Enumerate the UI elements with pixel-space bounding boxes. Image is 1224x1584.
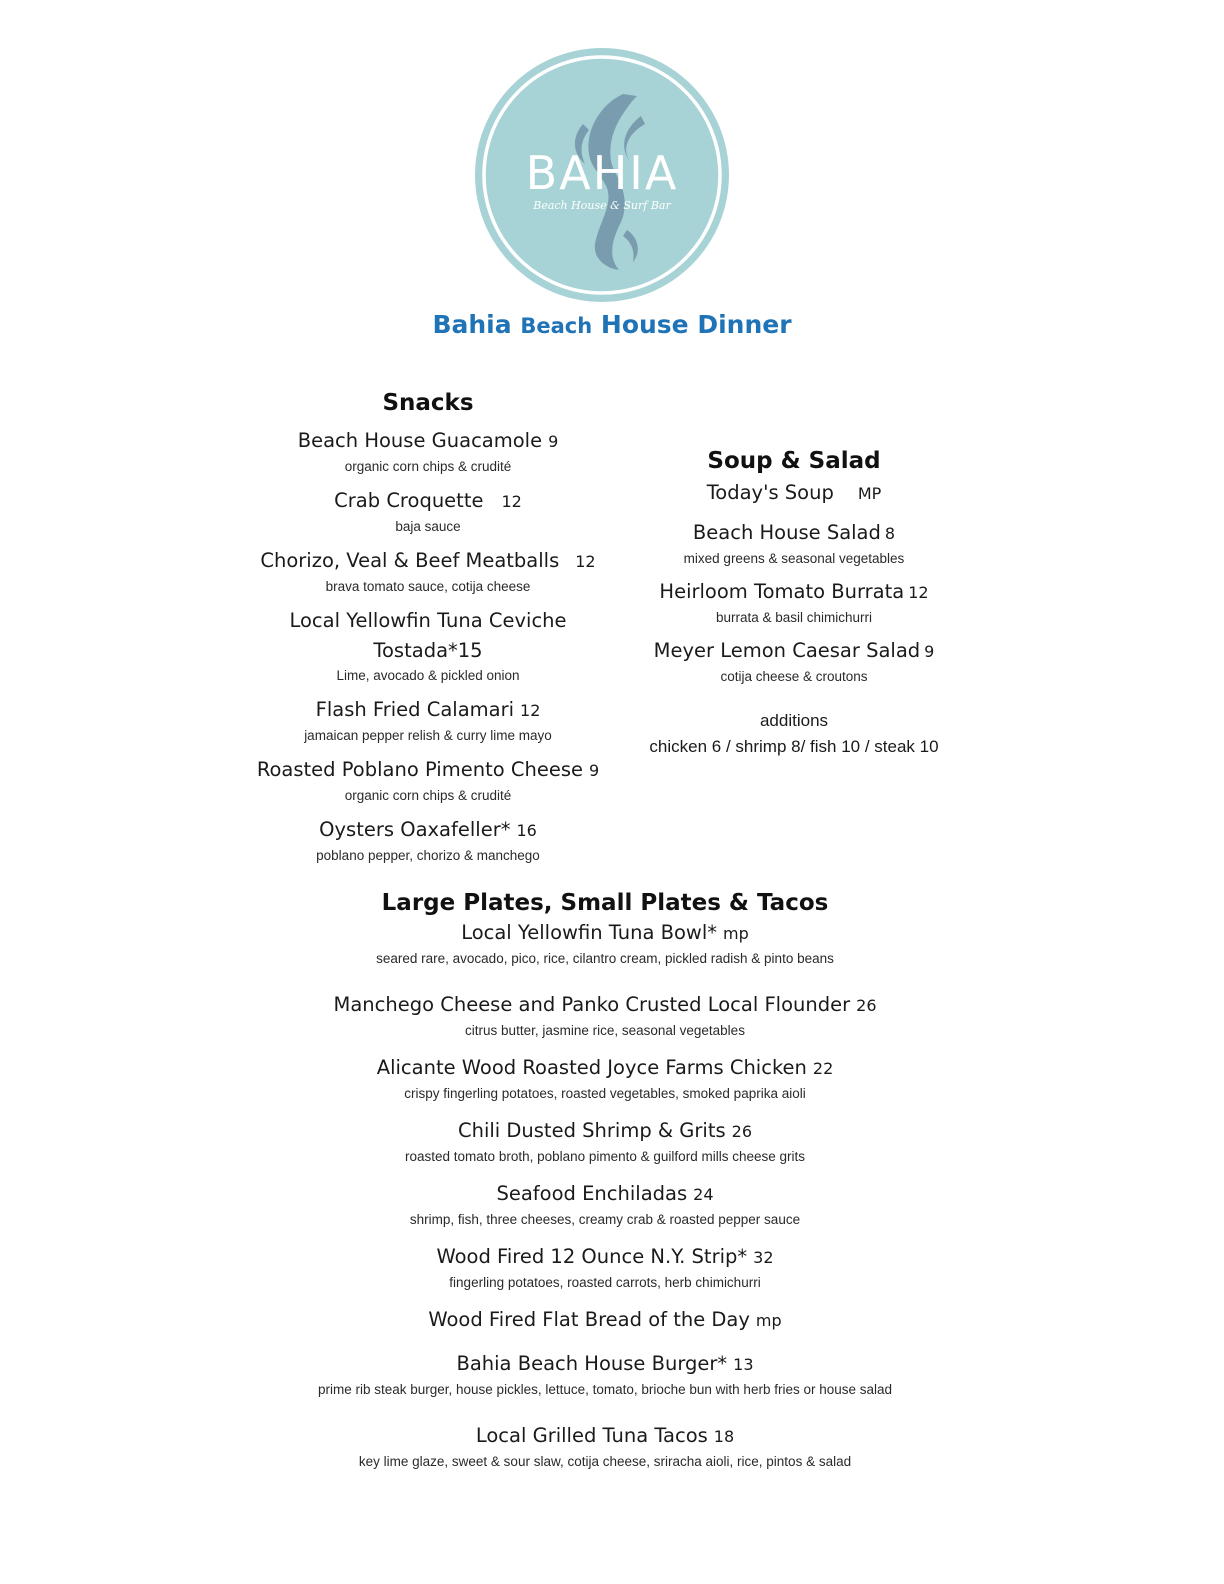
snacks-section <box>230 386 626 875</box>
menu-item <box>230 606 626 685</box>
item-name: Crab Croquette <box>334 489 484 512</box>
item-name: Chili Dusted Shrimp & Grits <box>457 1119 726 1142</box>
item-price: 32 <box>753 1248 774 1267</box>
item-name: Local Grilled Tuna Tacos <box>475 1424 708 1447</box>
item-name: Alicante Wood Roasted Joyce Farms Chicken <box>376 1056 807 1079</box>
item-description: organic corn chips & crudité <box>344 788 512 803</box>
soup-salad-section <box>610 444 978 760</box>
item-description: cotija cheese & croutons <box>720 669 868 684</box>
item-description: citrus butter, jasmine rice, seasonal vegetables <box>465 1023 745 1038</box>
item-price: 22 <box>812 1059 834 1078</box>
menu-item <box>200 1421 1010 1471</box>
item-description: roasted tomato broth, poblano pimento & guilford mills cheese grits <box>405 1149 805 1164</box>
section-title-snacks: Snacks <box>382 390 474 416</box>
item-description: fingerling potatoes, roasted carrots, herb chimichurri <box>449 1275 761 1290</box>
item-description: burrata & basil chimichurri <box>715 610 873 625</box>
item-name: Meyer Lemon Caesar Salad <box>653 639 921 662</box>
menu-item <box>200 990 1010 1040</box>
page-title <box>0 310 1224 339</box>
item-name: Oysters Oaxafeller* <box>319 818 511 841</box>
item-price: 13 <box>733 1355 754 1374</box>
logo-wordmark: BAHIA <box>525 146 679 200</box>
item-name: Heirloom Tomato Burrata <box>659 580 905 603</box>
item-description: seared rare, avocado, pico, rice, cilantro cream, pickled radish & pinto beans <box>376 951 834 966</box>
item-price: 12 <box>520 701 541 720</box>
item-name: Seafood Enchiladas <box>496 1182 688 1205</box>
item-description: brava tomato sauce, cotija cheese <box>325 579 531 594</box>
menu-item <box>230 426 626 476</box>
item-name: Roasted Poblano Pimento Cheese <box>256 758 583 781</box>
item-name: Beach House Salad <box>692 521 881 544</box>
item-price: 12 <box>908 583 929 602</box>
item-price: 16 <box>516 821 537 840</box>
item-description: crispy fingerling potatoes, roasted vegetables, smoked paprika aioli <box>404 1086 806 1101</box>
item-description: key lime glaze, sweet & sour slaw, cotija cheese, sriracha aioli, rice, pintos & salad <box>358 1454 852 1469</box>
item-name: Bahia Beach House Burger* <box>456 1352 728 1375</box>
item-price: 12 <box>501 492 522 511</box>
menu-item <box>610 636 978 686</box>
logo-tagline: Beach House & Surf Bar <box>533 199 671 212</box>
additions-block <box>610 708 978 760</box>
item-name: Chorizo, Veal & Beef Meatballs <box>260 549 560 572</box>
menu-item <box>610 577 978 627</box>
section-title-large-plates: Large Plates, Small Plates & Tacos <box>381 890 829 916</box>
title-small: Beach <box>520 314 593 338</box>
item-description: mixed greens & seasonal vegetables <box>683 551 905 566</box>
title-main: Bahia <box>432 310 512 339</box>
menu-item <box>200 1305 1010 1336</box>
menu-item <box>200 1116 1010 1166</box>
menu-item <box>230 546 626 596</box>
menu-item <box>230 755 626 805</box>
additions-label: additions <box>759 711 829 730</box>
bahia-logo <box>473 46 731 304</box>
item-description: baja sauce <box>395 519 461 534</box>
item-price: 8 <box>884 524 896 543</box>
item-name: Beach House Guacamole <box>297 429 543 452</box>
menu-item <box>230 815 626 865</box>
menu-item <box>200 1053 1010 1103</box>
item-price: MP <box>857 484 882 503</box>
item-name-line2: Tostada*15 <box>373 639 483 662</box>
item-name: Wood Fired 12 Ounce N.Y. Strip* <box>436 1245 748 1268</box>
section-title-soup-salad: Soup & Salad <box>707 448 881 474</box>
item-price: 9 <box>924 642 935 661</box>
item-name: Flash Fried Calamari <box>315 698 515 721</box>
item-price: 12 <box>575 552 596 571</box>
item-price: 9 <box>548 432 559 451</box>
item-price: mp <box>723 924 749 943</box>
title-rest: House Dinner <box>600 310 792 339</box>
item-name: Wood Fired Flat Bread of the Day <box>428 1308 750 1331</box>
item-description: organic corn chips & crudité <box>344 459 512 474</box>
additions-list: chicken 6 / shrimp 8/ fish 10 / steak 10 <box>649 737 939 756</box>
item-price: 9 <box>588 761 600 780</box>
menu-item <box>200 918 1010 968</box>
item-description: Lime, avocado & pickled onion <box>336 668 520 683</box>
item-name: Local Yellowfin Tuna Bowl* <box>461 921 718 944</box>
menu-item <box>230 695 626 745</box>
menu-item <box>230 486 626 536</box>
item-name: Manchego Cheese and Panko Crusted Local Flounder <box>333 993 851 1016</box>
item-price: 24 <box>693 1185 714 1204</box>
item-name: Today's Soup <box>706 481 834 504</box>
menu-item <box>200 1349 1010 1399</box>
menu-item <box>610 478 978 509</box>
item-price: 26 <box>731 1122 753 1141</box>
item-description: shrimp, fish, three cheeses, creamy crab & roasted pepper sauce <box>409 1212 801 1227</box>
menu-item <box>610 518 978 568</box>
item-description: poblano pepper, chorizo & manchego <box>316 848 540 863</box>
item-price: mp <box>755 1311 782 1330</box>
menu-item <box>200 1179 1010 1229</box>
item-description: jamaican pepper relish & curry lime mayo <box>304 728 552 743</box>
item-name: Local Yellowfin Tuna Ceviche <box>289 609 567 632</box>
item-price: 26 <box>856 996 877 1015</box>
item-description: prime rib steak burger, house pickles, lettuce, tomato, brioche bun with herb fries or house salad <box>317 1382 893 1397</box>
large-plates-section <box>200 886 1010 1484</box>
menu-item <box>200 1242 1010 1292</box>
logo-seal-graphic <box>473 46 731 304</box>
item-price: 18 <box>713 1427 735 1446</box>
